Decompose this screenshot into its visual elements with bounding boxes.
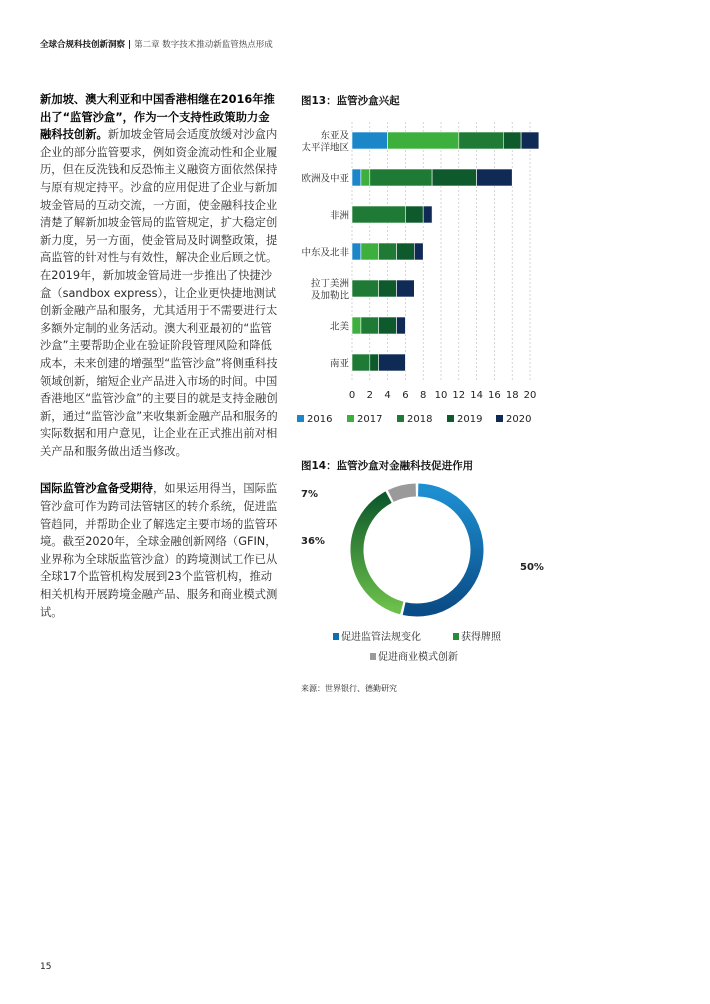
source-note: 来源：世界银行、德勤研究 xyxy=(301,684,397,693)
x-tick-label: 14 xyxy=(470,390,483,401)
paragraph-body: ，如果运用得当，国际监管沙盒可作为跨司法管辖区的转介系统，促进监管趋同，并帮助企业了解选定主要市场的监管环境。截至2020年，全球金融创新网络（GFIN，业界称为全球版监管沙盒）的跨境测试工作已从全球17个监管机构发展到23个监管机构，推动相关机构开展跨境金融产品、服务和商业模式测试。 xyxy=(40,482,278,619)
bar-segment-2019 xyxy=(397,243,415,260)
figure14-title: 图14：监管沙盒对金融科技促进作用 xyxy=(301,460,474,472)
slice-percent-label: 36% xyxy=(301,536,325,547)
bar-segment-2020 xyxy=(521,132,539,149)
paragraph-lead: 国际监管沙盒备受期待 xyxy=(40,482,153,496)
chapter-title: 第二章 数字技术推动新监管热点形成 xyxy=(134,40,273,50)
bar-segment-2020 xyxy=(414,243,423,260)
category-label: 东亚及 xyxy=(320,130,349,142)
header-separator: | xyxy=(127,40,132,50)
bar-segment-2020 xyxy=(397,317,406,334)
bar-segment-2019 xyxy=(370,354,379,371)
category-label: 太平洋地区 xyxy=(301,142,349,154)
category-label: 非洲 xyxy=(329,210,349,222)
legend-swatch xyxy=(333,633,339,640)
bar-segment-2018 xyxy=(352,354,370,371)
category-label: 北美 xyxy=(329,321,349,333)
legend-label-2019: 2019 xyxy=(457,414,483,425)
donut-slice-license xyxy=(357,497,402,608)
paragraph-sandbox-origins xyxy=(40,91,280,460)
x-tick-label: 12 xyxy=(452,390,466,401)
bar-segment-2018 xyxy=(459,132,504,149)
category-label: 南亚 xyxy=(329,358,349,370)
legend-swatch xyxy=(453,633,459,640)
report-title: 全球合规科技创新洞察 xyxy=(40,40,126,50)
bar-segment-2019 xyxy=(503,132,521,149)
legend-swatch-2018 xyxy=(397,415,404,422)
bar-segment-2020 xyxy=(423,206,432,223)
bar-segment-2018 xyxy=(379,243,397,260)
bar-segment-2019 xyxy=(379,317,397,334)
page-header xyxy=(40,38,273,50)
bar-segment-2017 xyxy=(352,317,361,334)
body-text-column xyxy=(40,91,280,641)
x-tick-label: 10 xyxy=(434,390,448,401)
bar-segment-2019 xyxy=(405,206,423,223)
page-number: 15 xyxy=(40,962,52,972)
bar-segment-2016 xyxy=(352,243,361,260)
legend-label-2016: 2016 xyxy=(307,414,333,425)
bar-segment-2017 xyxy=(388,132,459,149)
paragraph-body: 新加坡金管局会适度放缓对沙盒内企业的部分监管要求，例如资金流动性和企业履历，但在反洗钱和反恐怖主义融资方面依然保持与原有规定持平。沙盒的应用促进了企业与新加坡金管局的互动交流，一方面，使金融科技企业清楚了解新加坡金管局的监管规定，扩大稳定创新力度，另一方面，使金管局及时调整政策，提高监管的针对性与有效性，解决企业后顾之忧。在2019年，新加坡金管局进一步推出了快捷沙盒（sandbox express），让企业更快捷地测试创新金融产品和服务，尤其适用于不需要进行太多额外定制的业务活动。澳大利亚最初的“监管沙盒”主要帮助企业在验证阶段管理风险和降低成本，未来创建的增强型“监管沙盒”将侧重科技领域创新，缩短企业产品进入市场的时间。中国香港地区“监管沙盒”的主要目的就是支持金融创新，通过“监管沙盒”来收集新金融产品和服务的实际数据和用户意见，让企业在正式推出前对相关产品和服务做出适当修改。 xyxy=(40,128,278,458)
bar-segment-2018 xyxy=(352,206,405,223)
figure14-donut-chart xyxy=(295,478,545,678)
bar-segment-2017 xyxy=(361,169,370,186)
bar-segment-2016 xyxy=(352,132,388,149)
legend-label-2017: 2017 xyxy=(357,414,383,425)
x-tick-label: 2 xyxy=(366,390,373,401)
legend-swatch xyxy=(370,653,376,660)
legend-label-2020: 2020 xyxy=(506,414,532,425)
paragraph-international-sandbox xyxy=(40,480,280,621)
figure13-stacked-bar-chart xyxy=(295,118,545,430)
legend-swatch-2017 xyxy=(347,415,354,422)
category-label: 欧洲及中亚 xyxy=(301,173,349,185)
legend-label: 获得牌照 xyxy=(461,632,501,643)
x-tick-label: 16 xyxy=(488,390,501,401)
category-label: 中东及北非 xyxy=(301,247,349,259)
x-tick-label: 20 xyxy=(523,390,537,401)
legend-swatch-2019 xyxy=(447,415,454,422)
category-label: 及加勒比 xyxy=(310,290,349,302)
bar-segment-2018 xyxy=(361,317,379,334)
bar-segment-2016 xyxy=(352,169,361,186)
x-tick-label: 4 xyxy=(384,390,391,401)
bar-segment-2019 xyxy=(379,280,397,297)
figure13-title: 图13：监管沙盒兴起 xyxy=(301,95,400,107)
bar-segment-2019 xyxy=(432,169,477,186)
bar-segment-2020 xyxy=(379,354,406,371)
legend-swatch-2020 xyxy=(496,415,503,422)
bar-segment-2020 xyxy=(397,280,415,297)
x-tick-label: 0 xyxy=(348,390,356,401)
legend-label: 促进监管法规变化 xyxy=(341,632,421,643)
paragraph-lead: 新加坡、澳大利亚和中国香港相继在2016年推出了“监管沙盒”，作为一个支持性政策助力金融科技创新。 xyxy=(40,93,275,142)
legend-label: 促进商业模式创新 xyxy=(378,652,458,663)
slice-percent-label: 7% xyxy=(301,489,318,500)
category-label: 拉丁美洲 xyxy=(310,278,349,290)
donut-slice-business xyxy=(391,490,416,496)
bar-segment-2017 xyxy=(361,243,379,260)
legend-label-2018: 2018 xyxy=(407,414,433,425)
bar-segment-2018 xyxy=(352,280,379,297)
bar-segment-2018 xyxy=(370,169,432,186)
x-tick-label: 18 xyxy=(505,390,519,401)
x-tick-label: 8 xyxy=(420,390,427,401)
x-tick-label: 6 xyxy=(402,390,409,401)
donut-slice-regulation xyxy=(404,490,477,610)
legend-swatch-2016 xyxy=(297,415,304,422)
slice-percent-label: 50% xyxy=(520,562,544,573)
bar-segment-2020 xyxy=(477,169,513,186)
